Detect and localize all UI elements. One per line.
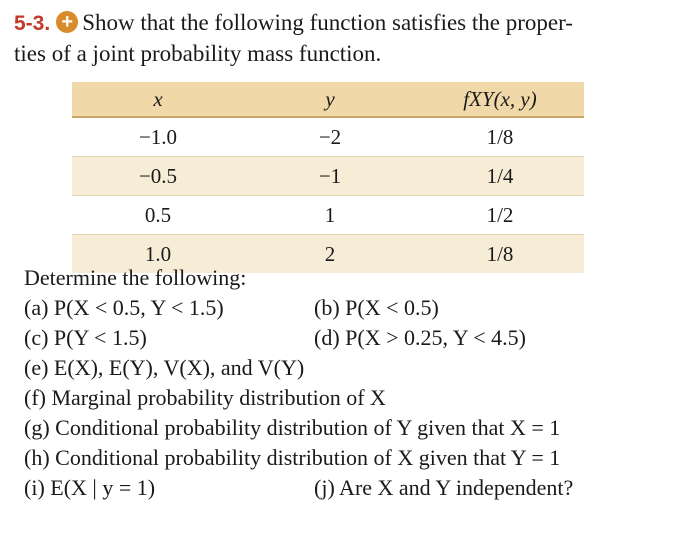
plus-icon[interactable]: + <box>56 11 78 33</box>
question-j: (j) Are X and Y independent? <box>314 475 574 500</box>
question-i: (i) E(X | y = 1) <box>24 475 156 500</box>
cell-fxy: 1/4 <box>416 157 584 196</box>
questions <box>24 263 574 503</box>
cell-x: −1.0 <box>72 117 244 157</box>
question-b: (b) P(X < 0.5) <box>314 295 439 320</box>
questions-intro: Determine the following: <box>24 265 247 290</box>
problem-number: 5-3. <box>14 12 51 35</box>
problem-header <box>14 8 674 69</box>
cell-y: 1 <box>244 196 416 235</box>
table-row <box>72 117 584 157</box>
cell-y: 2 <box>244 235 416 274</box>
question-f: (f) Marginal probability distribution of X <box>24 385 386 410</box>
cell-x: 1.0 <box>72 235 244 274</box>
header-x: x <box>72 82 244 117</box>
cell-y: −1 <box>244 157 416 196</box>
header-y: y <box>244 82 416 117</box>
problem-text-line1: Show that the following function satisfies the proper- <box>82 10 573 35</box>
question-h: (h) Conditional probability distribution of X given that Y = 1 <box>24 445 561 470</box>
problem-text-line2: ties of a joint probability mass function. <box>14 41 382 66</box>
question-d: (d) P(X > 0.25, Y < 4.5) <box>314 325 526 350</box>
cell-fxy: 1/8 <box>416 235 584 274</box>
question-e: (e) E(X), E(Y), V(X), and V(Y) <box>24 355 305 380</box>
question-a: (a) P(X < 0.5, Y < 1.5) <box>24 295 224 320</box>
cell-fxy: 1/8 <box>416 117 584 157</box>
cell-y: −2 <box>244 117 416 157</box>
table-header-row <box>72 82 584 117</box>
table-row <box>72 196 584 235</box>
cell-x: −0.5 <box>72 157 244 196</box>
cell-fxy: 1/2 <box>416 196 584 235</box>
header-fxy: fXY(x, y) <box>416 82 584 117</box>
question-g: (g) Conditional probability distribution of Y given that X = 1 <box>24 415 561 440</box>
question-c: (c) P(Y < 1.5) <box>24 325 147 350</box>
pmf-table <box>72 82 584 273</box>
table-row <box>72 157 584 196</box>
cell-x: 0.5 <box>72 196 244 235</box>
